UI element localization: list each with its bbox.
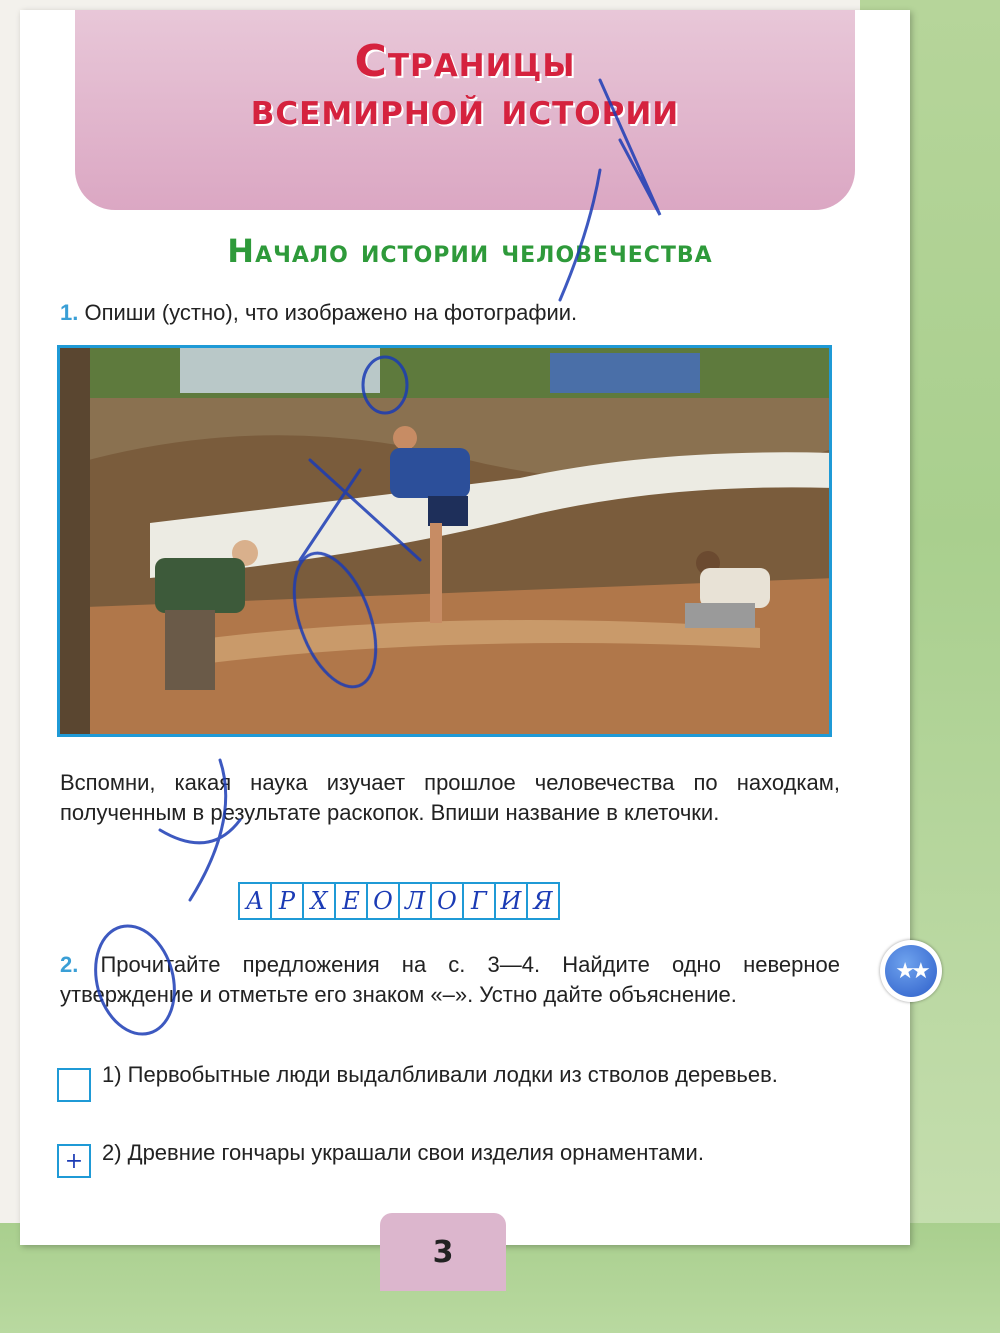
two-stars-icon (880, 940, 942, 1002)
workbook-page (20, 10, 910, 1245)
task2-number: 2. (60, 952, 79, 977)
option1-checkbox[interactable] (57, 1068, 91, 1102)
answer-cell[interactable]: И (494, 882, 528, 920)
option2-text: 2) Древние гончары украшали свои изделия орнаментами. (102, 1140, 704, 1165)
answer-cell[interactable]: Г (462, 882, 496, 920)
answer-cell[interactable]: А (238, 882, 272, 920)
task1-text: Опиши (устно), что изображено на фотографии. (84, 300, 578, 325)
task1-question: Вспомни, какая наука изучает прошлое человечества по находкам, полученным в результате раскопок. Впиши название в клеточки. (60, 770, 840, 825)
task2-text: Прочитайте предложения на с. 3—4. Найдите одно неверное утверждение и отметьте его знаком «–». Устно дайте объяснение. (60, 952, 840, 1007)
answer-cell[interactable]: Л (398, 882, 432, 920)
page-number: 3 (380, 1213, 506, 1291)
answer-cell[interactable]: Я (526, 882, 560, 920)
page-header-title (75, 38, 855, 134)
option2-checkbox[interactable]: + (57, 1144, 91, 1178)
answer-cell[interactable]: Е (334, 882, 368, 920)
task1-prompt (60, 298, 820, 328)
section-title: Начало истории человечества (227, 232, 713, 270)
option1-text: 1) Первобытные люди выдалбливали лодки из стволов деревьев. (102, 1062, 778, 1087)
header-title-line1: Страницы (354, 36, 576, 87)
excavation-photo-image (60, 348, 832, 737)
page-header (75, 10, 855, 210)
task1-number: 1. (60, 300, 79, 325)
stars-icon-inner: ★★ (885, 945, 937, 997)
excavation-photo (57, 345, 832, 737)
answer-grid (238, 882, 558, 920)
answer-cell[interactable]: О (366, 882, 400, 920)
answer-cell[interactable]: О (430, 882, 464, 920)
task2-prompt (60, 950, 840, 1010)
header-title-line2: всемирной истории (250, 84, 680, 135)
answer-cell[interactable]: Р (270, 882, 304, 920)
answer-cell[interactable]: Х (302, 882, 336, 920)
